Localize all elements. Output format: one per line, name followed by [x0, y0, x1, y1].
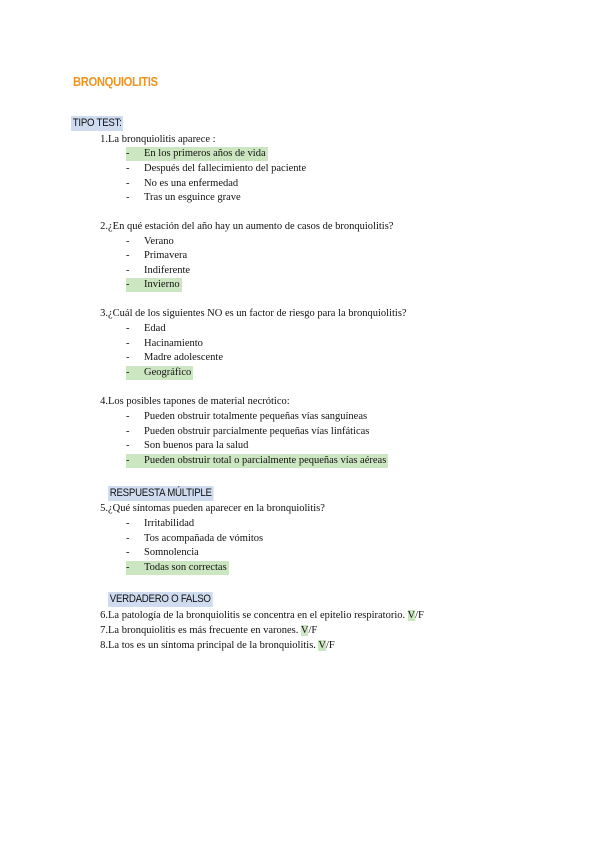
question-number: 5.: [100, 503, 108, 514]
option-text: Tras un esguince grave: [144, 192, 241, 203]
answer-option: - Madre adolescente: [126, 352, 224, 363]
answer-option-correct: - Invierno: [126, 279, 180, 290]
option-text: Verano: [144, 236, 174, 247]
question-number: 7.: [100, 625, 108, 636]
answer-option: - Pueden obstruir totalmente pequeñas vías sanguíneas: [126, 411, 368, 422]
answer-option: - Hacinamiento: [126, 338, 203, 349]
answer-f: /F: [415, 610, 424, 621]
option-text: Pueden obstruir totalmente pequeñas vías sanguíneas: [144, 411, 368, 422]
answer-option: - Tras un esguince grave: [126, 192, 241, 203]
question-number: 8.: [100, 640, 108, 651]
option-text: Indiferente: [144, 265, 191, 276]
answer-option: - Tos acompañada de vómitos: [126, 533, 264, 544]
answer-option: - Somnolencia: [126, 547, 199, 558]
question-text: ¿Qué síntomas pueden aparecer en la bronquiolitis?: [108, 503, 325, 514]
option-text: Hacinamiento: [144, 338, 203, 349]
question-number: 4.: [100, 396, 108, 407]
option-text: En los primeros años de vida: [144, 148, 266, 159]
option-text: Somnolencia: [144, 547, 199, 558]
option-text: Edad: [144, 323, 166, 334]
question-text: ¿Cuál de los siguientes NO es un factor de riesgo para la bronquiolitis?: [108, 308, 407, 319]
question-5: [88, 502, 325, 516]
answer-option: - Pueden obstruir parcialmente pequeñas vías linfáticas: [126, 426, 370, 437]
question-4: [88, 395, 290, 409]
question-text: ¿En qué estación del año hay un aumento de casos de bronquiolitis?: [108, 221, 394, 232]
section-verdadero-falso: VERDADERO O FALSO: [109, 593, 211, 605]
answer-option: - Edad: [126, 323, 166, 334]
option-text: Geográfico: [144, 367, 192, 378]
option-text: Primavera: [144, 250, 188, 261]
question-number: 3.: [100, 308, 108, 319]
option-text: Invierno: [144, 279, 180, 290]
answer-v-highlight: V: [407, 610, 416, 621]
option-text: Todas son correctas: [144, 562, 227, 573]
answer-v-highlight: V: [300, 625, 309, 636]
question-3: [88, 307, 407, 321]
statement-text: La bronquiolitis es más frecuente en varones.: [108, 625, 299, 636]
option-text: Pueden obstruir parcialmente pequeñas vías linfáticas: [144, 426, 370, 437]
section-tipo-test: TIPO TEST:: [72, 117, 122, 129]
question-text: Los posibles tapones de material necrótico:: [108, 396, 290, 407]
option-text: Irritabilidad: [144, 518, 195, 529]
answer-v-highlight: V: [318, 640, 326, 651]
answer-option-correct: - En los primeros años de vida: [126, 148, 266, 159]
option-text: Después del fallecimiento del paciente: [144, 163, 307, 174]
answer-option-correct: - Todas son correctas: [126, 562, 227, 573]
page-title: BRONQUIOLITIS: [73, 75, 158, 89]
answer-option-correct: - Geográfico: [126, 367, 192, 378]
question-2: [88, 220, 394, 234]
answer-option: - Indiferente: [126, 265, 191, 276]
section-respuesta-multiple: RESPUESTA MÚLTIPLE: [109, 487, 212, 499]
option-text: Madre adolescente: [144, 352, 224, 363]
option-text: Tos acompañada de vómitos: [144, 533, 264, 544]
statement-text: La patología de la bronquiolitis se concentra en el epitelio respiratorio.: [108, 610, 406, 621]
option-text: Pueden obstruir total o parcialmente pequeñas vías aéreas: [144, 455, 387, 466]
question-1: [88, 133, 216, 147]
answer-f: /F: [325, 640, 335, 651]
vf-statement-8: [88, 639, 335, 653]
answer-f: /F: [308, 625, 318, 636]
question-number: 6.: [100, 610, 108, 621]
statement-text: La tos es un síntoma principal de la bronquiolitis.: [108, 640, 316, 651]
answer-option-correct: - Pueden obstruir total o parcialmente pequeñas vías aéreas: [126, 455, 387, 466]
vf-statement-7: [88, 624, 318, 638]
answer-option: - Son buenos para la salud: [126, 440, 249, 451]
answer-option: - Verano: [126, 236, 174, 247]
question-number: 1.: [100, 134, 108, 145]
question-number: 2.: [100, 221, 108, 232]
answer-option: - Después del fallecimiento del paciente: [126, 163, 307, 174]
answer-option: - No es una enfermedad: [126, 178, 239, 189]
answer-option: - Primavera: [126, 250, 188, 261]
option-text: No es una enfermedad: [144, 178, 239, 189]
question-text: La bronquiolitis aparece :: [108, 134, 216, 145]
option-text: Son buenos para la salud: [144, 440, 249, 451]
vf-statement-6: [88, 609, 424, 623]
answer-option: - Irritabilidad: [126, 518, 195, 529]
